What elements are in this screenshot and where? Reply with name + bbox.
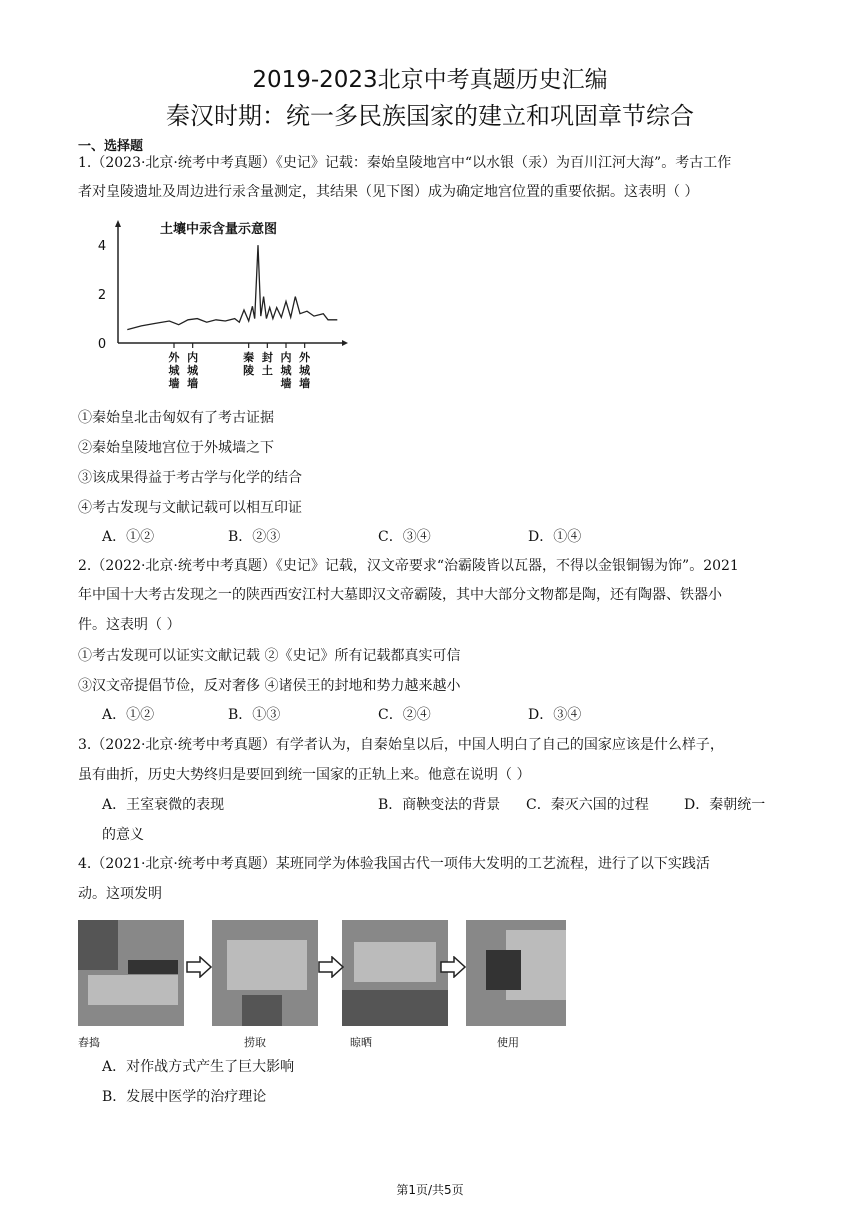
q4-option-b[interactable]: B．发展中医学的治疗理论 — [102, 1089, 267, 1105]
photo-drying — [342, 920, 448, 1026]
caption-pounding: 舂捣 — [78, 1036, 100, 1049]
q1-option-d[interactable]: D．①④ — [528, 529, 582, 545]
q3-stem-line1: 3.（2022·北京·统考中考真题）有学者认为，自秦始皇以后，中国人明白了自己的国家应该是什么样子， — [78, 737, 724, 753]
q1-option-b[interactable]: B．②③ — [228, 529, 281, 545]
arrow-right-icon — [318, 956, 344, 978]
q4-option-a[interactable]: A．对作战方式产生了巨大影响 — [102, 1059, 295, 1075]
q1-option-c[interactable]: C．③④ — [378, 529, 431, 545]
q1-stem-line2: 者对皇陵遗址及周边进行汞含量测定，其结果（见下图）成为确定地宫位置的重要依据。这表明（ ） — [78, 184, 699, 200]
x-axis-arrow-icon — [342, 340, 348, 346]
x-tick-label: 外城墙 — [299, 351, 311, 390]
q3-option-d[interactable]: D．秦朝统一 — [684, 797, 766, 813]
q2-stem-line1: 2.（2022·北京·统考中考真题）《史记》记载，汉文帝要求“治霸陵皆以瓦器，不得以金银铜锡为饰”。2021 — [78, 558, 739, 574]
arrow-right-icon — [440, 956, 466, 978]
q2-option-d[interactable]: D．③④ — [528, 707, 582, 723]
document-subtitle: 秦汉时期：统一多民族国家的建立和巩固章节综合 — [166, 102, 694, 130]
q2-option-a[interactable]: A．①② — [102, 707, 155, 723]
arrow-right-icon — [186, 956, 212, 978]
x-tick-label: 外城墙 — [168, 351, 180, 390]
q2-option-b[interactable]: B．①③ — [228, 707, 281, 723]
q1-option-a[interactable]: A．①② — [102, 529, 155, 545]
mercury-series-line — [127, 245, 337, 329]
photo-using — [466, 920, 566, 1026]
x-tick-label: 秦陵 — [243, 351, 255, 377]
q1-item-2: ②秦始皇陵地宫位于外城墙之下 — [78, 440, 274, 456]
q2-items-row2: ③汉文帝提倡节俭，反对奢侈 ④诸侯王的封地和势力越来越小 — [78, 678, 461, 694]
caption-scooping: 捞取 — [244, 1036, 266, 1049]
y-tick-label: 2 — [97, 288, 107, 304]
q3-option-b[interactable]: B．商鞅变法的背景 — [378, 797, 501, 813]
q2-stem-line3: 件。这表明（ ） — [78, 617, 181, 633]
caption-drying: 晾晒 — [350, 1036, 372, 1049]
chart-svg — [80, 215, 360, 400]
y-tick-label: 0 — [97, 337, 107, 352]
q3-option-c[interactable]: C．秦灭六国的过程 — [526, 797, 649, 813]
section-heading: 一、选择题 — [78, 139, 144, 154]
q1-stem-line1: 1.（2023·北京·统考中考真题）《史记》记载：秦始皇陵地宫中“以水银（汞）为百川江河大海”。考古工作 — [78, 155, 732, 171]
q1-item-4: ④考古发现与文献记载可以相互印证 — [78, 500, 302, 516]
page-footer: 第1页/共5页 — [396, 1183, 464, 1197]
q2-items-row1: ①考古发现可以证实文献记载 ②《史记》所有记载都真实可信 — [78, 648, 461, 664]
q4-stem-line2: 动。这项发明 — [78, 886, 162, 902]
chart-title: 土壤中汞含量示意图 — [160, 222, 278, 237]
x-tick-label: 内城墙 — [280, 351, 292, 390]
x-tick-label: 内城墙 — [187, 351, 199, 390]
q2-stem-line2: 年中国十大考古发现之一的陕西西安江村大墓即汉文帝霸陵，其中大部分文物都是陶，还有陶器、铁器小 — [78, 587, 722, 603]
x-tick-label: 封土 — [261, 351, 273, 377]
caption-using: 使用 — [497, 1036, 519, 1049]
q4-stem-line1: 4.（2021·北京·统考中考真题）某班同学为体验我国古代一项伟大发明的工艺流程，进行了以下实践活 — [78, 856, 710, 872]
q3-option-d-continued: 的意义 — [102, 827, 144, 843]
q3-option-a[interactable]: A．王室衰微的表现 — [102, 797, 225, 813]
y-axis-arrow-icon — [115, 220, 121, 227]
q2-option-c[interactable]: C．②④ — [378, 707, 431, 723]
photo-pounding — [78, 920, 184, 1026]
q3-stem-line2: 虽有曲折，历史大势终归是要回到统一国家的正轨上来。他意在说明（ ） — [78, 767, 531, 783]
q1-item-3: ③该成果得益于考古学与化学的结合 — [78, 470, 302, 486]
document-title: 2019-2023北京中考真题历史汇编 — [252, 67, 608, 93]
y-tick-label: 4 — [97, 239, 107, 255]
photo-scooping — [212, 920, 318, 1026]
mercury-chart — [80, 215, 360, 400]
q1-item-1: ①秦始皇北击匈奴有了考古证据 — [78, 410, 274, 426]
